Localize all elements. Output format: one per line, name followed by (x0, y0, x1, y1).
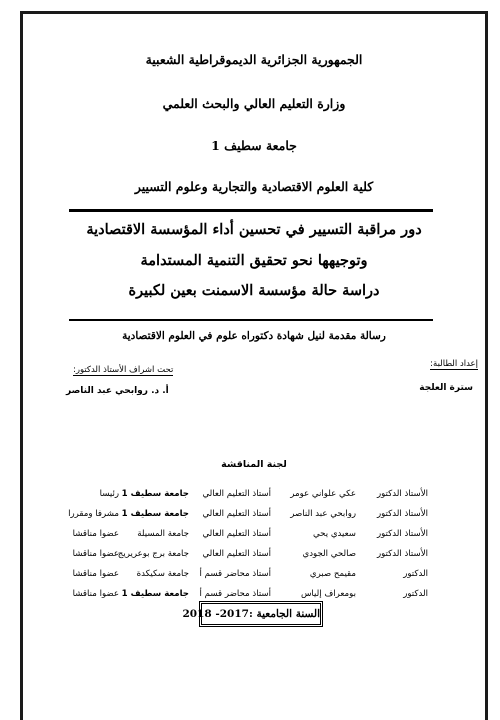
member-rank: أستاذ التعليم العالي (202, 549, 271, 559)
member-title: الأستاذ الدكتور (376, 509, 428, 519)
table-row (48, 504, 428, 524)
member-title: الدكتور (403, 569, 428, 579)
member-name: روابحي عبد الناصر (290, 509, 356, 519)
student-name: سترة العلجة (419, 383, 473, 393)
member-name: سعيدي يحي (312, 529, 356, 539)
member-name: مقيمح صبري (309, 569, 356, 579)
member-title: الدكتور (403, 589, 428, 599)
member-institution: جامعة سطيف 1 (121, 509, 189, 519)
member-title: الأستاذ الدكتور (376, 529, 428, 539)
committee-heading: لجنة المناقشة (221, 459, 287, 470)
member-institution: جامعة سكيكدة (136, 569, 189, 579)
table-row (48, 484, 428, 504)
middle-rule (69, 319, 433, 321)
member-rank: أستاذ التعليم العالي (202, 489, 271, 499)
committee-table (48, 484, 428, 604)
member-name: عكي علواني عومر (290, 489, 356, 499)
member-role: مشرفا ومقررا (68, 509, 119, 519)
member-role: عضوا مناقشا (72, 549, 119, 559)
member-rank: أستاذ محاضر قسم أ (199, 589, 271, 599)
thesis-subtitle: رسالة مقدمة لنيل شهادة دكتوراه علوم في العلوم الاقتصادية (122, 330, 386, 342)
member-title: الأستاذ الدكتور (376, 489, 428, 499)
academic-year-box: السنة الجامعية :2017- 2018 (199, 601, 323, 627)
member-institution: جامعة سطيف 1 (121, 489, 189, 499)
thesis-title-line-3: دراسة حالة مؤسسة الاسمنت بعين لكبيرة (128, 282, 380, 299)
member-title: الأستاذ الدكتور (376, 549, 428, 559)
member-institution: جامعة سطيف 1 (121, 589, 189, 599)
university-heading: جامعة سطيف 1 (211, 138, 297, 153)
member-role: رئيسا (99, 489, 119, 499)
top-rule (69, 209, 433, 212)
member-role: عضوا مناقشا (72, 529, 119, 539)
student-label: إعداد الطالبة: (430, 359, 478, 369)
thesis-title-line-2: وتوجيهها نحو تحقيق التنمية المستدامة (140, 252, 368, 269)
member-rank: أستاذ التعليم العالي (202, 509, 271, 519)
member-rank: أستاذ محاضر قسم أ (199, 569, 271, 579)
table-row (48, 564, 428, 584)
member-institution: جامعة برج بوعريريج (117, 549, 189, 559)
faculty-heading: كلية العلوم الاقتصادية والتجارية وعلوم التسيير (134, 179, 374, 194)
table-row (48, 544, 428, 564)
supervisor-label: تحت اشراف الأستاذ الدكتور: (73, 365, 174, 375)
member-institution: جامعة المسيلة (137, 529, 189, 539)
member-role: عضوا مناقشا (72, 589, 119, 599)
member-name: صالحي الجودي (302, 549, 356, 559)
member-name: بومعراف إلياس (300, 589, 356, 599)
document-page (20, 11, 488, 720)
thesis-title-line-1: دور مراقبة التسيير في تحسين أداء المؤسسة الاقتصادية (86, 221, 422, 238)
supervisor-name: أ. د. روابحي عبد الناصر (66, 386, 169, 396)
republic-heading: الجمهورية الجزائرية الديموقراطية الشعبية (145, 52, 363, 67)
ministry-heading: وزارة التعليم العالي والبحث العلمي (162, 96, 346, 111)
member-role: عضوا مناقشا (72, 569, 119, 579)
table-row (48, 524, 428, 544)
member-rank: أستاذ التعليم العالي (202, 529, 271, 539)
